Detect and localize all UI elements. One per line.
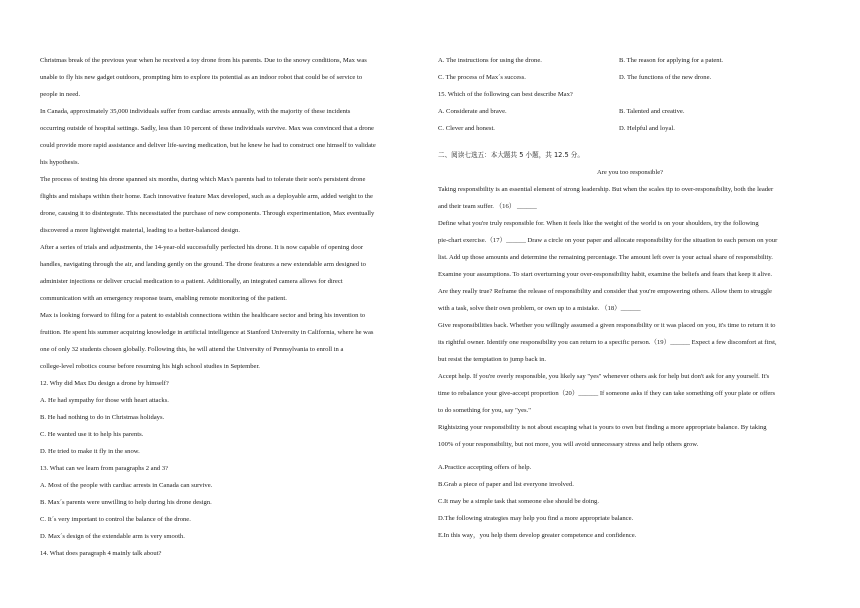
question-14-stem: 14. What does paragraph 4 mainly talk about? [40,550,162,557]
passage-line: The process of testing his drone spanned six months, during which Max's parents had to tolerate their son's persistent drone [40,176,366,183]
passage-line: Are they really true? Reframe the release of responsibility and consider that you're empowering others. Allow them to struggle [438,288,772,295]
passage-line: Taking responsibility is an essential element of strong leadership. But when the scales tip to over-responsibility, both the leader [438,186,774,193]
passage-line: but resist the temptation to jump back in. [438,356,547,363]
passage-line: time to rebalance your give-accept proportion（20）______ If someone asks if they can take something off your plate or offers [438,390,776,397]
question-option: D. Helpful and loyal. [619,125,675,132]
passage-line: Rightsizing your responsibility is not about escaping what is yours to own but finding a more appropriate balance. By taking [438,424,767,431]
question-option: C. He wanted use it to help his parents. [40,431,144,438]
passage-line: Christmas break of the previous year when he received a toy drone from his parents. Due to the snowy conditions, Max was [40,57,367,64]
choice-e: E.In this way，you help them develop greater competence and confidence. [438,532,637,539]
passage-line: flights and mishaps within their home. Each innovative feature Max developed, such as a deployable arm, added weight to the [40,193,373,200]
passage-line: drone, causing it to disintegrate. This necessitated the purchase of new components. Through experimentation, Max eventually [40,210,375,217]
question-12-stem: 12. Why did Max Du design a drone by himself? [40,380,169,387]
passage-line: unable to fly his new gadget outdoors, prompting him to explore its potential as an indoor robot that could be of service to [40,74,363,81]
choice-d: D.The following strategies may help you find a more appropriate balance. [438,515,634,522]
passage-line: occurring outside of hospital settings. Sadly, less than 10 percent of these individuals survive. Max was convinced that a drone [40,125,374,132]
left-column [40,52,425,562]
question-option: B. Max´s parents were unwilling to help during his drone design. [40,499,212,506]
choice-c: C.It may be a simple task that someone else should be doing. [438,498,599,505]
passage-line: list. Add up those amounts and determine the remaining percentage. The amount left over is your actual share of responsibility. [438,254,773,261]
choice-a: A.Practice accepting offers of help. [438,464,532,471]
question-15-stem: 15. Which of the following can best describe Max? [438,91,573,98]
passage-line: Max is looking forward to filing for a patent to establish connections within the healthcare sector and bring his invention to [40,312,366,319]
section-heading: 二、阅读七选五：本大题共 5 小题，共 12.5 分。 [438,151,584,159]
q14-options-row [438,69,822,86]
question-option: C. It´s very important to control the balance of the drone. [40,516,191,523]
passage-line: discovered a more lightweight material, leading to a better-balanced design. [40,227,240,234]
passage-line: After a series of trials and adjustments, the 14-year-old successfully perfected his drone. It is now capable of opening door [40,244,364,251]
question-option: B. The reason for applying for a patent. [619,57,724,64]
passage-line: could provide more rapid assistance and deliver life-saving medication, but he knew he had to construct one himself to validate [40,142,376,149]
question-option: D. He tried to make it fly in the snow. [40,448,140,455]
passage-line: administer injections or deliver crucial medication to a patient. Additionally, an integrated camera allows for direct [40,278,343,285]
question-option: B. Talented and creative. [619,108,685,115]
question-option: A. He had sympathy for those with heart attacks. [40,397,169,404]
question-option: D. The functions of the new drone. [619,74,712,81]
choice-b: B.Grab a piece of paper and list everyone involved. [438,481,574,488]
passage-line: handles, navigating through the air, and landing gently on the ground. The drone features a new extendable arm designed to [40,261,366,268]
passage-line: communication with an emergency response team, enabling remote monitoring of the patient. [40,295,287,302]
q15-options-row [438,120,822,137]
passage-line: and their team suffer. （16） ______ [438,203,537,210]
passage-line: Give responsibilities back. Whether you willingly assumed a given responsibility or it was placed on you, it's time to return it to [438,322,776,329]
passage-line: In Canada, approximately 35,000 individuals suffer from cardiac arrests annually, with the majority of these incidents [40,108,351,115]
passage-line: to do something for you, say "yes." [438,407,531,414]
question-option: A. Most of the people with cardiac arrests in Canada can survive. [40,482,213,489]
passage-line: 100% of your responsibility, but not more, you will avoid unnecessary stress and help others grow. [438,441,699,448]
question-option: D. Max´s design of the extendable arm is very smooth. [40,533,185,540]
passage-line: pie-chart exercise.（17）______ Draw a circle on your paper and allocate responsibility for the situation to each person on your [438,237,778,244]
passage-line: people in need. [40,91,81,98]
passage-line: one of only 32 students chosen globally. Following this, he will attend the University of Pennsylvania to enroll in a [40,346,344,353]
passage-line: college-level robotics course before resuming his high school studies in September. [40,363,260,370]
passage-line: with a task, solve their own problem, or own up to a mistake. （18）______ [438,305,641,312]
q14-options-row [438,52,822,69]
passage-line: his hypothesis. [40,159,80,166]
q15-options-row [438,103,822,120]
right-column [438,52,822,544]
passage-line: its rightful owner. Identify one responsibility you can return to a specific person.（19）______ Expect a few discomfort at first, [438,339,777,346]
question-13-stem: 13. What can we learn from paragraphs 2 and 3? [40,465,169,472]
question-option: C. Clever and honest. [438,125,495,132]
passage-line: Define what you're truly responsible for. When it feels like the weight of the world is on your shoulders, try the following [438,220,759,227]
passage-title: Are you too responsible? [596,169,664,176]
question-option: A. The instructions for using the drone. [438,57,542,64]
question-option: A. Considerate and brave. [438,108,507,115]
question-option: B. He had nothing to do in Christmas holidays. [40,414,165,421]
question-option: C. The process of Max´s success. [438,74,526,81]
passage-line: Examine your assumptions. To start overturning your over-responsibility habit, examine the beliefs and fears that keep it alive. [438,271,773,278]
passage-line: Accept help. If you're overly responsible, you likely say "yes" whenever others ask for help but don't ask for any yourself. It's [438,373,770,380]
passage-line: fruition. He spent his summer acquiring knowledge in artificial intelligence at Stanford University in California, where he was [40,329,374,336]
